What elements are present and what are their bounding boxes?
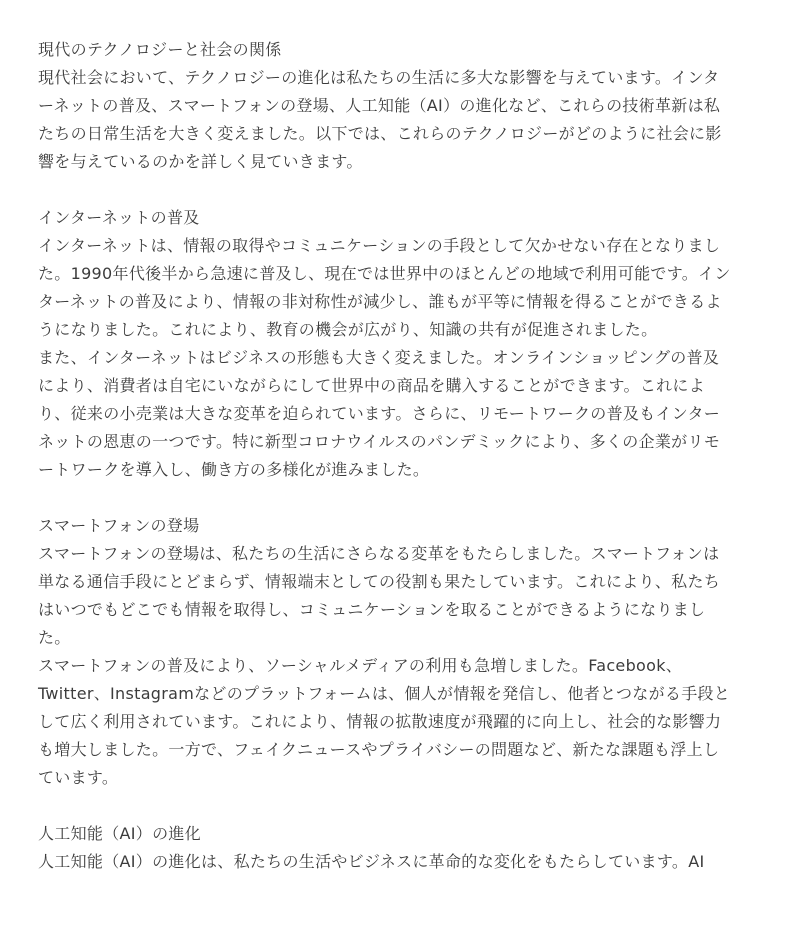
paragraph-line: ターネットの普及により、情報の非対称性が減少し、誰もが平等に情報を得ることができるよ [38,292,722,311]
paragraph-line: ートワークを導入し、働き方の多様化が進みました。 [38,460,430,479]
paragraph-line: 人工知能（AI）の進化は、私たちの生活やビジネスに革命的な変化をもたらしています。AI [38,852,705,871]
paragraph-line: Twitter、Instagramなどのプラットフォームは、個人が情報を発信し、他者とつながる手段と [38,684,731,703]
paragraph-line: ーネットの普及、スマートフォンの登場、人工知能（AI）の進化など、これらの技術革新は私 [38,96,721,115]
paragraph-line: り、従来の小売業は大きな変革を迫られています。さらに、リモートワークの普及もインター [38,404,721,423]
paragraph-line: も増大しました。一方で、フェイクニュースやプライバシーの問題など、新たな課題も浮上し [38,740,720,759]
paragraph-line: スマートフォンの登場は、私たちの生活にさらなる変革をもたらしました。スマートフォンは [38,544,720,563]
paragraph-line: スマートフォンの普及により、ソーシャルメディアの利用も急増しました。Facebook、 [38,656,683,675]
paragraph-line: して広く利用されています。これにより、情報の拡散速度が飛躍的に向上し、社会的な影響力 [38,712,722,731]
section-heading: インターネットの普及 [38,208,200,227]
paragraph-line: 現代社会において、テクノロジーの進化は私たちの生活に多大な影響を与えています。インタ [38,68,720,87]
paragraph-line: はいつでもどこでも情報を取得し、コミュニケーションを取ることができるようになりまし [38,600,706,619]
section-heading: スマートフォンの登場 [38,516,200,535]
paragraph-line: 響を与えているのかを詳しく見ていきます。 [38,152,363,171]
paragraph-line: 単なる通信手段にとどまらず、情報端末としての役割も果たしています。これにより、私たち [38,572,721,591]
paragraph-line: また、インターネットはビジネスの形態も大きく変えました。オンラインショッピングの普及 [38,348,720,367]
paragraph-line: た。 [38,628,71,647]
section-intro [38,36,760,176]
paragraph-line: インターネットは、情報の取得やコミュニケーションの手段として欠かせない存在となりまし [38,236,721,255]
paragraph-line: ネットの恩恵の一つです。特に新型コロナウイルスのパンデミックにより、多くの企業がリモ [38,432,721,451]
section-heading: 現代のテクノロジーと社会の関係 [38,40,282,59]
paragraph-line: うになりました。これにより、教育の機会が広がり、知識の共有が促進されました。 [38,320,658,339]
article [38,36,760,876]
paragraph-line: た。1990年代後半から急速に普及し、現在では世界中のほとんどの地域で利用可能です。イン [38,264,731,283]
section-smartphone [38,512,760,792]
section-internet [38,204,760,484]
section-ai [38,820,760,876]
paragraph-line: により、消費者は自宅にいながらにして世界中の商品を購入することができます。これによ [38,376,706,395]
paragraph-line: たちの日常生活を大きく変えました。以下では、これらのテクノロジーがどのように社会に影 [38,124,722,143]
paragraph-line: ています。 [38,768,119,787]
section-heading: 人工知能（AI）の進化 [38,824,201,843]
